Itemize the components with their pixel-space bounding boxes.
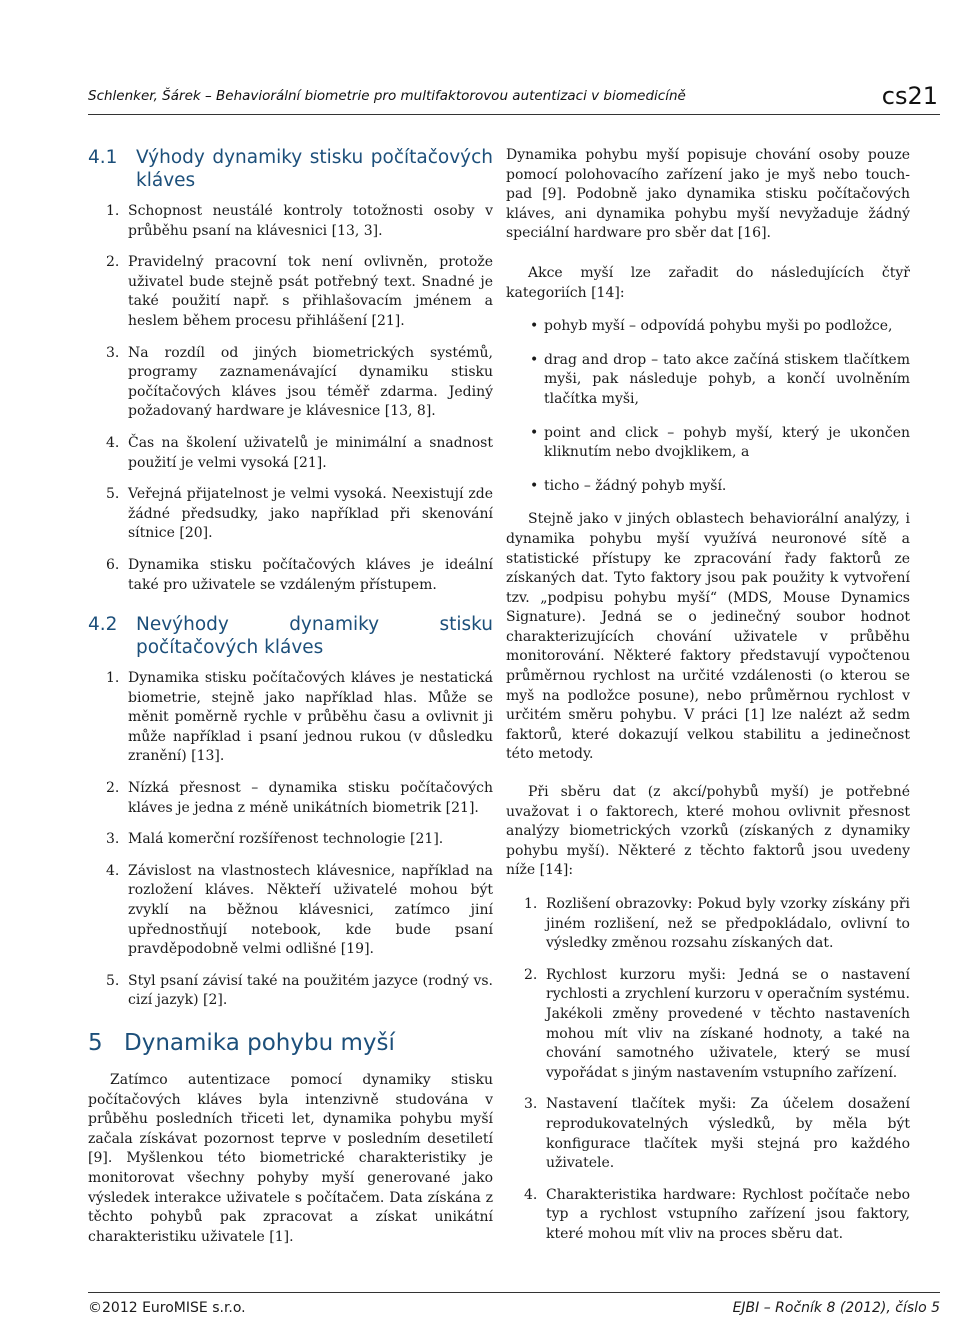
list-item: 3. Malá komerční rozšířenost technologie [21]. [106, 831, 444, 848]
advantages-list [88, 202, 493, 595]
paragraph: Při sběru dat (z akcí/pohybů myší) je potřebné uvažovat i o faktorech, které mohou ovlivnit přesnost analýzy biometrických vzorků (získaných z dynamiky pohybu myší). Některé z těchto faktorů jsou uvedeny níže [14]: [506, 784, 910, 879]
list-item: 1. Rozlišení obrazovky: Pokud byly vzorky získány při jiném rozlišení, než se předpokládalo, ovlivní to výsledky změnou rozsahu získaných dat. [524, 896, 910, 952]
header-authors: Schlenker, Šárek – Behaviorální biometrie pro multifaktorovou autentizaci v biomedicíně [88, 88, 686, 104]
list-item: 5. Styl psaní závisí také na použitém jazyce (rodný vs. cizí jazyk) [2]. [106, 972, 493, 1009]
list-item: 3. Na rozdíl od jiných biometrických systémů, programy zaznamenávající dynamiku stisku počítačových kláves jsou téměř zdarma. Jediný požadovaný hardware je klávesnice [13, 8]. [106, 344, 493, 420]
section-title: Dynamika pohybu myší [124, 1030, 395, 1056]
list-item: 5. Veřejná přijatelnost je velmi vysoká. Neexistují zde žádné předsudky, jako například při skenování sítnice [20]. [106, 486, 493, 542]
section-number: 4.2 [88, 614, 118, 636]
running-header [88, 84, 940, 110]
disadvantages-list [88, 669, 493, 1011]
section-title: Nevýhody dynamiky stisku počítačových kláves [136, 614, 493, 659]
section-4-2-heading [88, 613, 493, 659]
footer-copyright: ©2012 EuroMISE s.r.o. [88, 1300, 246, 1316]
paragraph: Stejně jako v jiných oblastech behaviorální analýzy, i dynamika pohybu myší využívá neuronové sítě a statistické přístupy ke zpracování řady faktorů ze získaných dat. Tyto faktory jsou pak použity k vytvoření tzv. „podpisu pohybu myší“ (MDS, Mouse Dynamics Signature). Jedná se o jedinečný soubor hodnot charakterizujících chování uživatele v průběhu monitorování. Některé faktory představují vypočtenou průměrnou rychlost na určité vzdálenosti (o kterou se myš na podložce posune), nebo průměrnou rychlost v určitém směru pohybu. V práci [1] lze nalézt až sedm faktorů, které dokazují velkou stabilitu a jedinečnost této metody. [506, 511, 910, 763]
section-title: Výhody dynamiky stisku počítačových kláves [136, 147, 493, 191]
paragraph: Akce myší lze zařadit do následujících čtyř kategoriích [14]: [506, 264, 910, 301]
list-item: 4. Závislost na vlastnostech klávesnice, například na rozložení kláves. Někteří uživatelé mohou být zvyklí na běžnou klávesnici, zatímco jiní upřednostňují notebook, kde bude psaní pravděpodobně velmi odlišné [19]. [106, 862, 493, 958]
paragraph: Zatímco autentizace pomocí dynamiky stisku počítačových kláves byla intenzivně studována v průběhu posledních třiceti let, dynamika pohybu myší začala získávat pozornost teprve v posledním desetiletí [9]. Myšlenkou této biometrické charakteristiky je monitorovat všechny pohyby myší generované jako výsledek interakce uživatele s počítačem. Data získána z těchto pohybů pak zpracovat a získat unikátní charakteristiku uživatele [1]. [88, 1072, 493, 1245]
paragraph: Dynamika pohybu myší popisuje chování osoby pouze pomocí polohovacího zařízení jako je myš nebo touch-pad [9]. Podobně jako dynamika stisku počítačových kláves, ani dynamika pohybu myší nevyžaduje žádný speciální hardware pro sběr dat [16]. [506, 147, 910, 242]
section-number: 4.1 [88, 147, 118, 168]
list-item: • pohyb myší – odpovídá pohybu myši po podložce, [530, 318, 893, 335]
list-item: • ticho – žádný pohyb myší. [530, 477, 727, 494]
list-item: 2. Rychlost kurzoru myši: Jedná se o nastavení rychlosti a zrychlení kurzoru v operačním systému. Jakékoli změny provedené v těchto nastaveních mohou mít vliv na získané hodnoty, a také na chování samotného uživatele, který se musí vypořádat s jiným nastavením vstupního zařízení. [524, 966, 910, 1081]
left-column [88, 146, 493, 1247]
list-item: 4. Charakteristika hardware: Rychlost počítače nebo typ a rychlost vstupního zařízení jsou faktory, které mohou mít vliv na proces sběru dat. [524, 1186, 910, 1242]
footer-journal: EJBI – Ročník 8 (2012), číslo 5 [732, 1300, 940, 1316]
list-item: • point and click – pohyb myší, který je ukončen kliknutím nebo dvojklikem, a [530, 424, 910, 461]
section-number: 5 [88, 1030, 103, 1056]
list-item: 1. Dynamika stisku počítačových kláves je nestatická biometrie, stejně jako například hlas. Může se měnit poměrně rychle v průběhu času a ovlivnit ji může například i psaní jednou rukou (v důsledku zranění) [13]. [106, 670, 493, 765]
header-rule [88, 114, 940, 115]
section-4-1-heading [88, 146, 493, 192]
section-5-heading [88, 1029, 493, 1057]
list-item: 2. Pravidelný pracovní tok není ovlivněn, protože uživatel bude stejně psát potřebný text. Snadné je také použití např. s přihlašovacím jménem a heslem během procesu přihlášení [21]. [106, 254, 493, 329]
list-item: • drag and drop – tato akce začíná stiskem tlačítkem myši, pak následuje pohyb, a končí uvolněním tlačítka myši, [530, 351, 910, 407]
list-item: 1. Schopnost neustálé kontroly totožnosti osoby v průběhu psaní na klávesnici [13, 3]. [106, 203, 493, 239]
footer-rule [88, 1292, 940, 1293]
factors-list [506, 895, 910, 1245]
list-item: 3. Nastavení tlačítek myši: Za účelem dosažení reprodukovatelných výsledků, by měla být konfigurace tlačítek myši stejná pro každého uživatele. [524, 1096, 910, 1172]
right-column [506, 146, 910, 1257]
list-item: 2. Nízká přesnost – dynamika stisku počítačových kláves je jedna z méně unikátních biometrik [21]. [106, 780, 493, 816]
list-item: 4. Čas na školení uživatelů je minimální a snadnost použití je velmi vysoká [21]. [106, 434, 493, 471]
header-brand: cs21 [881, 82, 938, 110]
list-item: 6. Dynamika stisku počítačových kláves je ideální také pro uživatele se vzdáleným přístupem. [106, 556, 493, 593]
mouse-actions-list [506, 317, 910, 496]
